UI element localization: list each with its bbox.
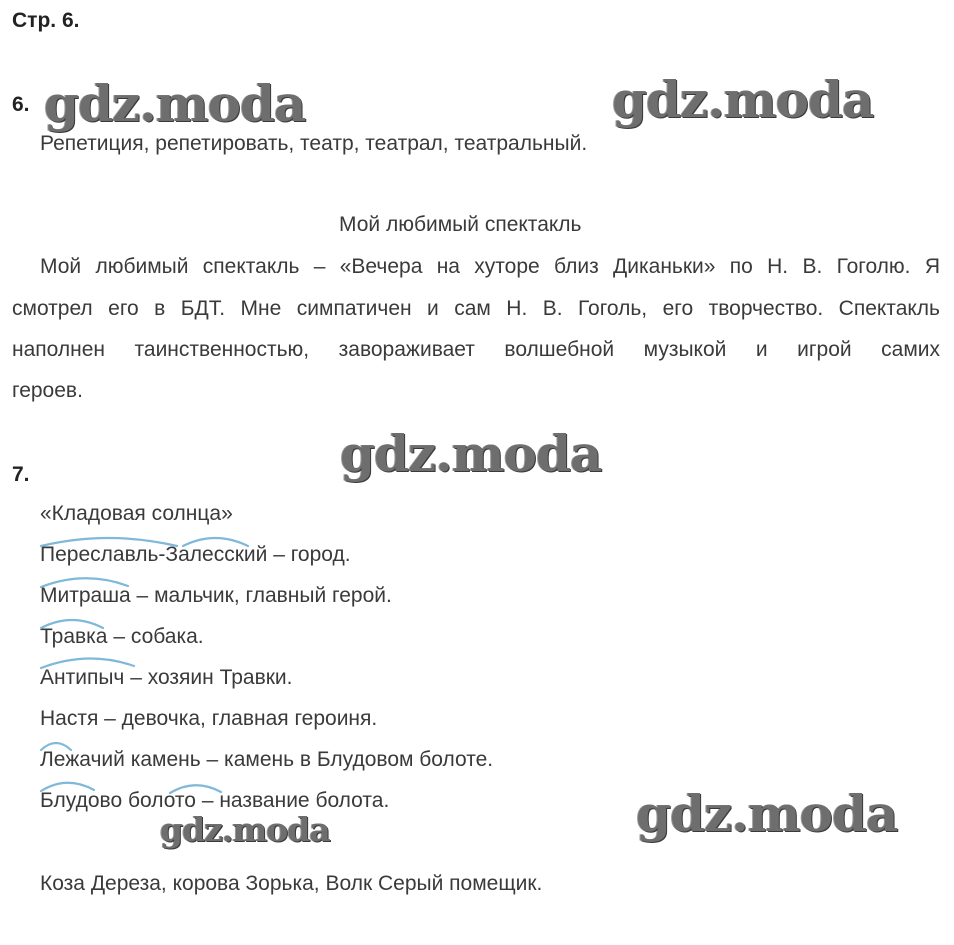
essay-line-2: смотрел его в БДТ. Мне симпатичен и сам Н. В. Гоголь, его творчество. Спектакль [12, 297, 940, 320]
list-item-2: Митраша – мальчик, главный герой. [40, 584, 392, 607]
watermark-3: gdz.moda [340, 424, 602, 483]
task6-number: 6. [12, 93, 30, 116]
list-item-4: Антипыч – хозяин Травки. [40, 666, 293, 689]
list-item-6: Лежачий камень – камень в Блудовом болоте. [40, 748, 494, 771]
task7-number: 7. [12, 463, 30, 486]
task6-words: Репетиция, репетировать, театр, театрал, театральный. [40, 132, 588, 155]
task7-footer: Коза Дереза, корова Зорька, Волк Серый помещик. [40, 872, 543, 895]
watermark-1: gdz.moda [44, 74, 306, 133]
page-label: Стр. 6. [12, 9, 80, 32]
list-item-1: Переславль-Залесский – город. [40, 543, 351, 566]
book-title: «Кладовая солнца» [40, 502, 233, 525]
list-item-5: Настя – девочка, главная героиня. [40, 707, 378, 730]
essay-line-4: героев. [12, 379, 83, 402]
list-item-7: Блудово болото – название болота. [40, 789, 390, 812]
watermark-4: gdz.moda [636, 784, 898, 843]
list-item-3: Травка – собака. [40, 625, 204, 648]
watermark-5: gdz.moda [160, 810, 330, 849]
watermark-2: gdz.moda [612, 70, 874, 129]
essay-title: Мой любимый спектакль [339, 213, 582, 236]
essay-line-3: наполнен таинственностью, завораживает волшебной музыкой и игрой самих [12, 338, 940, 361]
essay-line-1: Мой любимый спектакль – «Вечера на хуторе близ Диканьки» по Н. В. Гоголю. Я [40, 255, 940, 278]
